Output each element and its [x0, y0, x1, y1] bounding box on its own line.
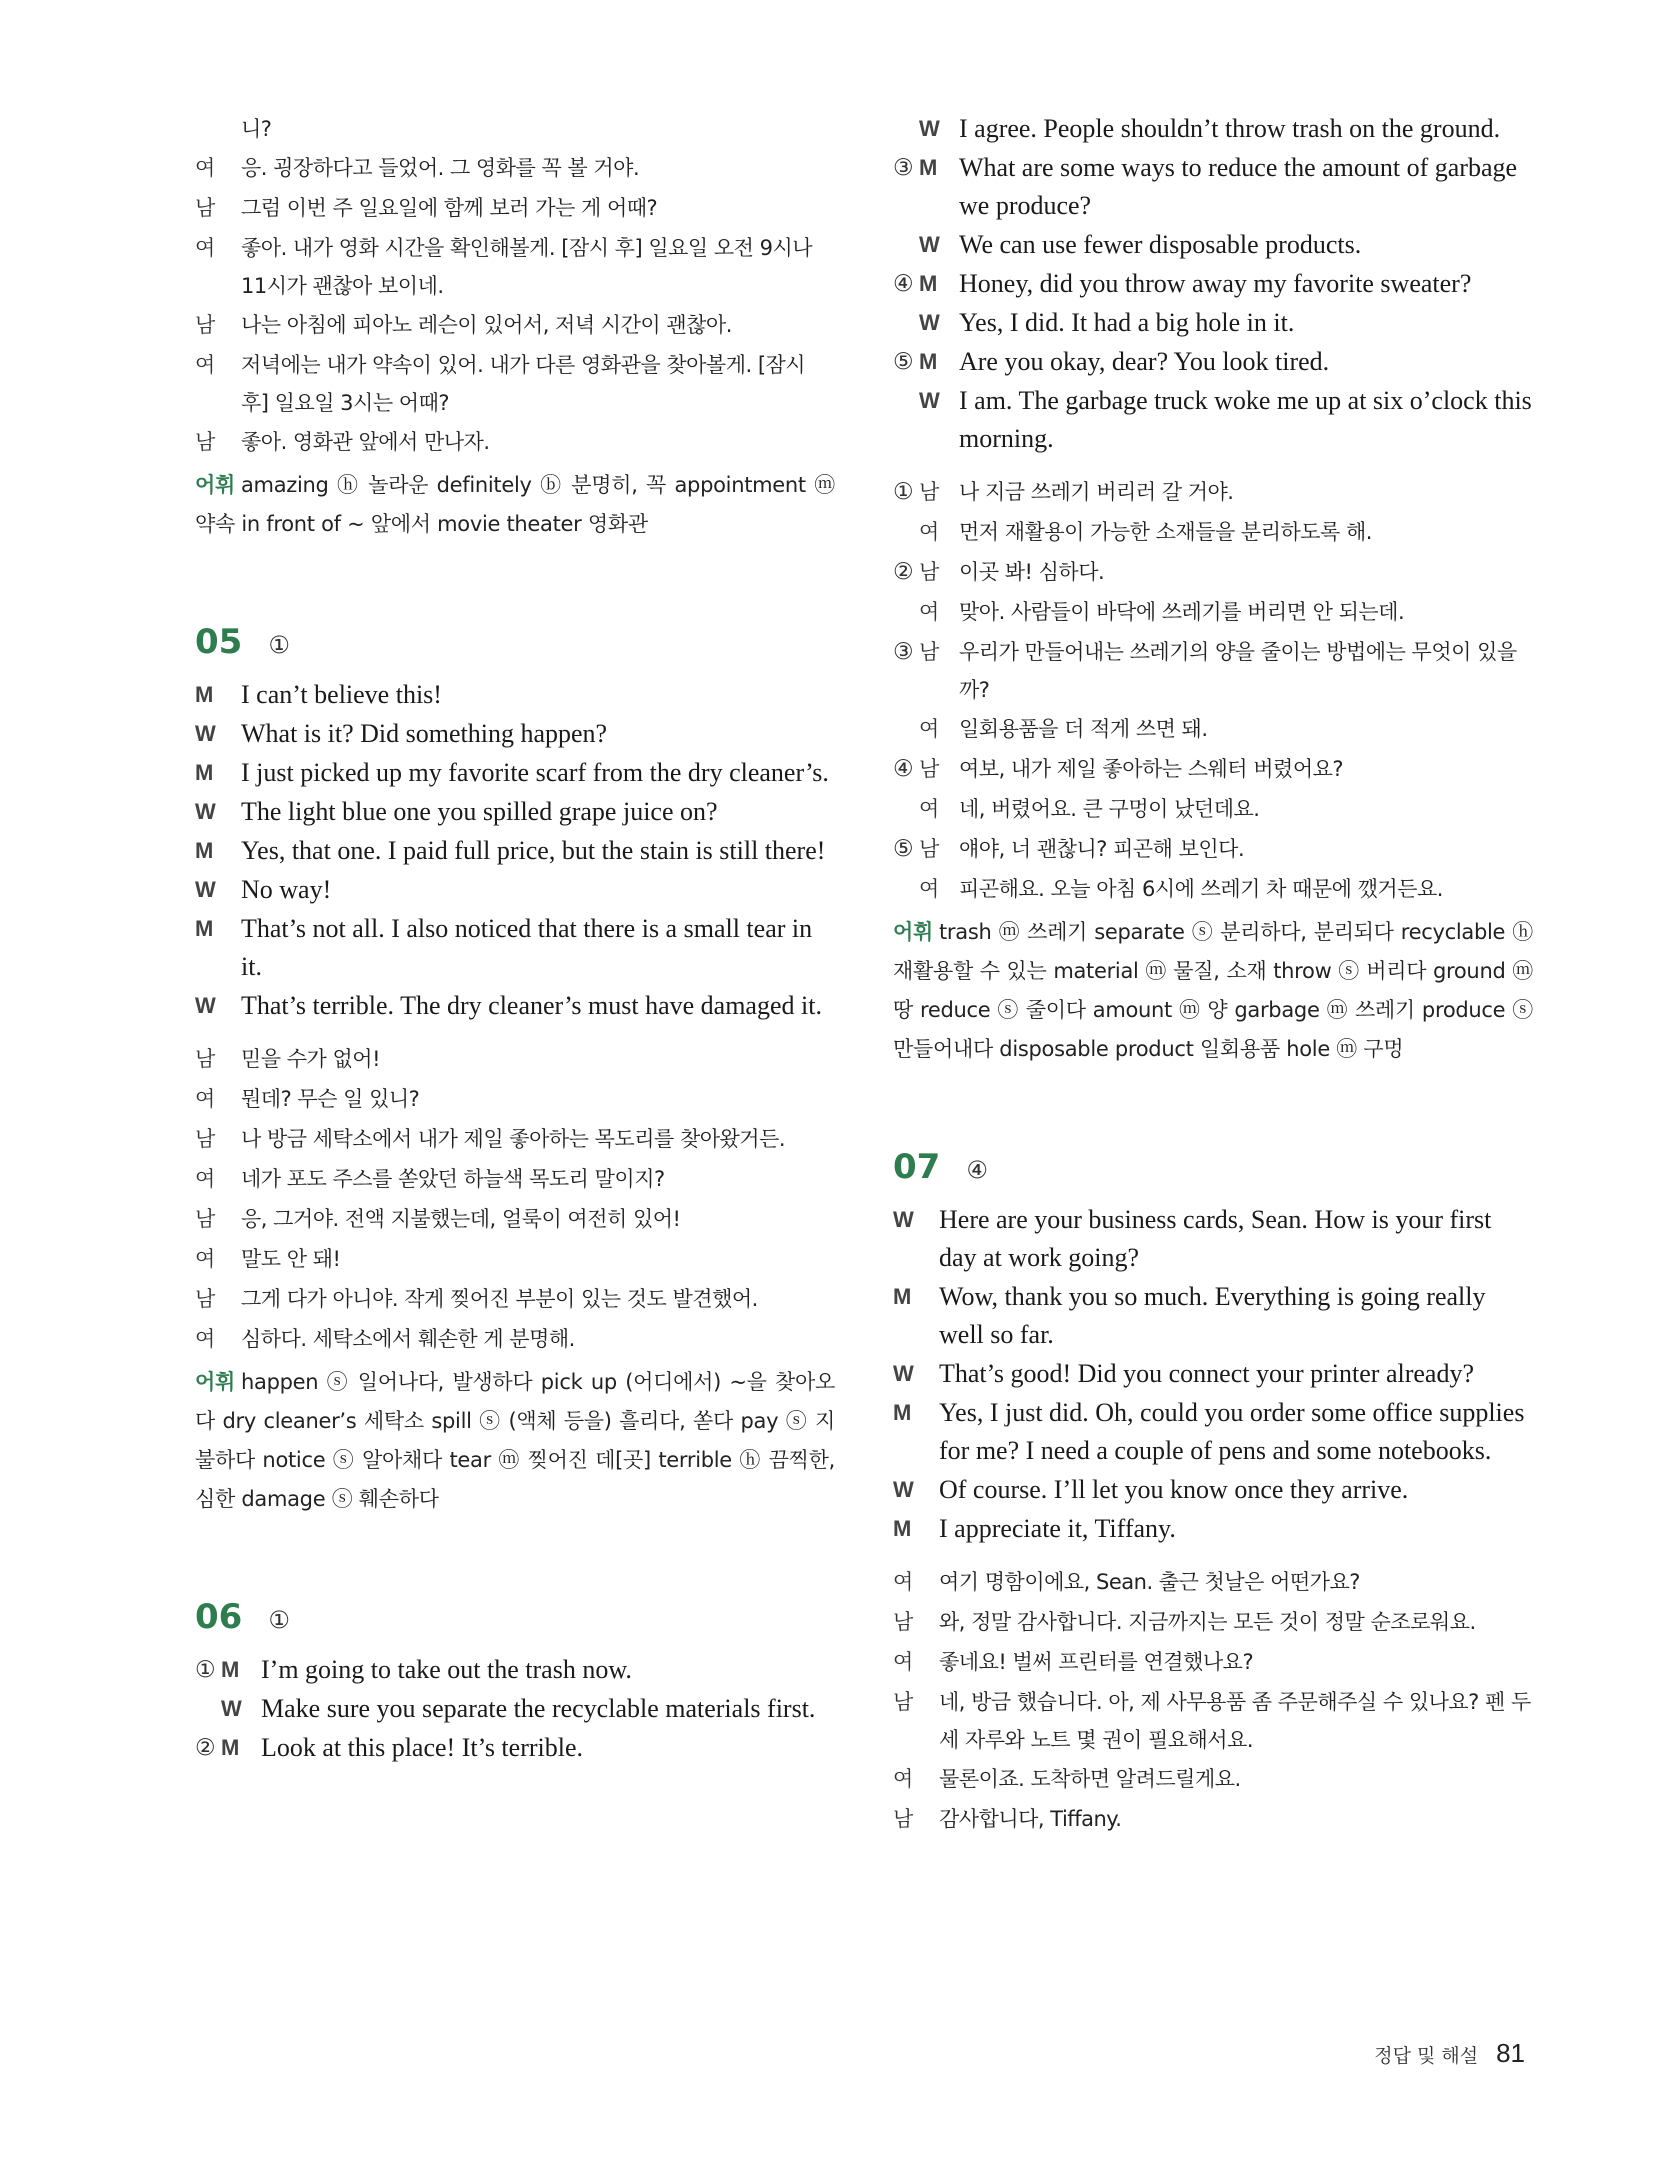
translation-line	[893, 553, 1533, 592]
speaker-label: 남	[919, 480, 940, 504]
dialogue-text: Are you okay, dear? You look tired.	[959, 347, 1330, 376]
translation-line	[195, 189, 835, 228]
translation-line	[893, 473, 1533, 512]
left-column	[195, 110, 835, 1768]
translation-text: 우리가 만들어내는 쓰레기의 양을 줄이는 방법에는 무엇이 있을까?	[959, 640, 1517, 702]
speaker-label: W	[893, 1207, 914, 1232]
speaker-label: 남	[195, 1047, 216, 1071]
translation-line	[195, 1320, 835, 1359]
dialogue-line	[195, 1651, 835, 1689]
translation-line	[195, 1120, 835, 1159]
translation-text: 이곳 봐! 심하다.	[959, 560, 1105, 584]
translation-text: 좋아. 내가 영화 시간을 확인해볼게. [잠시 후] 일요일 오전 9시나 11시가 괜찮아 보이네.	[241, 236, 813, 298]
dialogue-text: Wow, thank you so much. Everything is going really well so far.	[939, 1282, 1486, 1349]
translation-text: 나 지금 쓰레기 버리러 갈 거야.	[959, 480, 1234, 504]
speaker-label: W	[195, 799, 216, 824]
translation-text: 그게 다가 아니야. 작게 찢어진 부분이 있는 것도 발견했어.	[241, 1287, 758, 1311]
speaker-label: M	[893, 1400, 912, 1425]
dialogue-text: Make sure you separate the recyclable materials first.	[261, 1694, 816, 1723]
section-number: 05	[195, 622, 243, 662]
dialogue-english-06-part2	[893, 110, 1533, 458]
item-number: ③	[893, 155, 914, 181]
item-number: ③	[893, 639, 914, 665]
speaker-label: 남	[893, 1690, 914, 1714]
dialogue-line	[195, 832, 835, 870]
footer-label: 정답 및 해설	[1374, 2045, 1479, 2067]
speaker-label: 남	[893, 1807, 914, 1831]
speaker-label: W	[919, 232, 940, 257]
speaker-label: 여	[919, 600, 940, 624]
section-header-07	[893, 1147, 1533, 1187]
dialogue-line	[195, 676, 835, 714]
speaker-label: W	[195, 721, 216, 746]
dialogue-translation-07	[893, 1563, 1533, 1839]
item-number: ②	[195, 1735, 216, 1761]
vocab-box-06	[893, 913, 1533, 1069]
dialogue-translation-06	[893, 473, 1533, 909]
translation-text: 얘야, 너 괜찮니? 피곤해 보인다.	[959, 837, 1245, 861]
translation-line	[893, 750, 1533, 789]
dialogue-translation-04	[195, 110, 835, 462]
translation-line	[893, 1643, 1533, 1682]
translation-text: 네, 방금 했습니다. 아, 제 사무용품 좀 주문해주실 수 있나요? 펜 두세 자루와 노트 몇 권이 필요해서요.	[939, 1690, 1531, 1752]
speaker-label: M	[893, 1284, 912, 1309]
translation-text: 네가 포도 주스를 쏟았던 하늘색 목도리 말이지?	[241, 1167, 665, 1191]
dialogue-line	[893, 304, 1533, 342]
speaker-label: 여	[893, 1767, 914, 1791]
dialogue-line	[195, 754, 835, 792]
speaker-label: 여	[195, 236, 216, 260]
translation-line	[893, 790, 1533, 829]
translation-line	[893, 593, 1533, 632]
translation-line	[893, 513, 1533, 552]
speaker-label: 남	[195, 313, 216, 337]
translation-text: 피곤해요. 오늘 아침 6시에 쓰레기 차 때문에 깼거든요.	[959, 877, 1443, 901]
dialogue-line	[893, 110, 1533, 148]
dialogue-text: We can use fewer disposable products.	[959, 230, 1362, 259]
translation-line	[893, 1800, 1533, 1839]
translation-line	[195, 1040, 835, 1079]
right-column	[893, 110, 1533, 1840]
dialogue-line	[195, 793, 835, 831]
dialogue-text: The light blue one you spilled grape juice on?	[241, 797, 718, 826]
translation-line	[195, 346, 835, 422]
speaker-label: 여	[919, 797, 940, 821]
speaker-label: W	[195, 993, 216, 1018]
translation-text: 맞아. 사람들이 바닥에 쓰레기를 버리면 안 되는데.	[959, 600, 1405, 624]
translation-line	[893, 1603, 1533, 1642]
dialogue-line	[893, 1201, 1533, 1277]
speaker-label: W	[893, 1477, 914, 1502]
speaker-label: W	[195, 877, 216, 902]
dialogue-text: That’s good! Did you connect your printer already?	[939, 1359, 1474, 1388]
dialogue-line	[195, 910, 835, 986]
translation-line	[893, 633, 1533, 709]
section-header-06	[195, 1597, 835, 1637]
speaker-label: 여	[195, 1087, 216, 1111]
speaker-label: W	[919, 388, 940, 413]
speaker-label: 여	[893, 1650, 914, 1674]
translation-text: 저녁에는 내가 약속이 있어. 내가 다른 영화관을 찾아볼게. [잠시 후] 일요일 3시는 어때?	[241, 353, 806, 415]
translation-text: 감사합니다, Tiffany.	[939, 1807, 1122, 1831]
translation-line	[893, 710, 1533, 749]
item-number: ⑤	[893, 349, 914, 375]
speaker-label: 여	[195, 1247, 216, 1271]
speaker-label: M	[221, 1657, 240, 1682]
translation-text: 여기 명함이에요, Sean. 출근 첫날은 어떤가요?	[939, 1570, 1360, 1594]
dialogue-text: Here are your business cards, Sean. How is your first day at work going?	[939, 1205, 1492, 1272]
item-number: ②	[893, 559, 914, 585]
dialogue-line	[893, 1278, 1533, 1354]
item-number: ④	[893, 756, 914, 782]
translation-text: 좋아. 영화관 앞에서 만나자.	[241, 430, 490, 454]
translation-text: 응, 그거야. 전액 지불했는데, 얼룩이 여전히 있어!	[241, 1207, 681, 1231]
dialogue-english-06-part1	[195, 1651, 835, 1767]
dialogue-text: I can’t believe this!	[241, 680, 442, 709]
translation-text: 믿을 수가 없어!	[241, 1047, 380, 1071]
translation-text: 나 방금 세탁소에서 내가 제일 좋아하는 목도리를 찾아왔거든.	[241, 1127, 786, 1151]
translation-line	[893, 1683, 1533, 1759]
dialogue-text: I am. The garbage truck woke me up at six o’clock this morning.	[959, 386, 1532, 453]
section-number: 06	[195, 1597, 243, 1637]
dialogue-line	[893, 226, 1533, 264]
translation-text: 먼저 재활용이 가능한 소재들을 분리하도록 해.	[959, 520, 1372, 544]
vocab-text: trash ⓜ 쓰레기 separate ⓢ 분리하다, 분리되다 recyclable ⓗ 재활용할 수 있는 material ⓜ 물질, 소재 throw ⓢ 버리다 ground ⓜ 땅 reduce ⓢ 줄이다 amount ⓜ 양 garbage ⓜ 쓰레기 produce ⓢ 만들어내다 disposable product 일회용품 hole ⓜ 구멍	[893, 920, 1533, 1061]
speaker-label: 남	[893, 1610, 914, 1634]
speaker-label: 여	[893, 1570, 914, 1594]
speaker-label: 남	[919, 757, 940, 781]
answer-mark: ①	[268, 1606, 290, 1634]
dialogue-text: Honey, did you throw away my favorite sweater?	[959, 269, 1472, 298]
speaker-label: M	[195, 838, 214, 863]
dialogue-text: What is it? Did something happen?	[241, 719, 608, 748]
dialogue-english-05	[195, 676, 835, 1025]
speaker-label: W	[893, 1361, 914, 1386]
translation-line	[195, 423, 835, 462]
translation-line	[195, 1280, 835, 1319]
dialogue-text: Yes, I just did. Oh, could you order some office supplies for me? I need a couple of pens and some notebooks.	[939, 1398, 1525, 1465]
dialogue-text: Of course. I’ll let you know once they arrive.	[939, 1475, 1409, 1504]
speaker-label: 남	[195, 196, 216, 220]
speaker-label: 여	[195, 156, 216, 180]
translation-line	[195, 149, 835, 188]
translation-text: 뭔데? 무슨 일 있니?	[241, 1087, 420, 1111]
translation-line	[195, 1080, 835, 1119]
translation-line	[195, 1200, 835, 1239]
dialogue-english-07	[893, 1201, 1533, 1548]
dialogue-line	[195, 987, 835, 1025]
speaker-label: M	[893, 1516, 912, 1541]
speaker-label: M	[919, 155, 938, 180]
speaker-label: 남	[919, 640, 940, 664]
speaker-label: M	[919, 349, 938, 374]
dialogue-text: That’s terrible. The dry cleaner’s must have damaged it.	[241, 991, 822, 1020]
dialogue-line	[893, 265, 1533, 303]
translation-line	[893, 1760, 1533, 1799]
speaker-label: 남	[919, 560, 940, 584]
translation-text: 일회용품을 더 적게 쓰면 돼.	[959, 717, 1208, 741]
vocab-label: 어휘	[195, 473, 235, 497]
dialogue-line	[893, 343, 1533, 381]
translation-text: 네, 버렸어요. 큰 구멍이 났던데요.	[959, 797, 1260, 821]
dialogue-text: Look at this place! It’s terrible.	[261, 1733, 584, 1762]
translation-line	[195, 1160, 835, 1199]
speaker-label: W	[919, 116, 940, 141]
vocab-label: 어휘	[893, 920, 933, 944]
dialogue-line	[893, 1355, 1533, 1393]
dialogue-text: Yes, I did. It had a big hole in it.	[959, 308, 1295, 337]
speaker-label: 여	[919, 520, 940, 544]
translation-text: 심하다. 세탁소에서 훼손한 게 분명해.	[241, 1327, 575, 1351]
dialogue-line	[195, 871, 835, 909]
speaker-label: M	[195, 760, 214, 785]
dialogue-text: No way!	[241, 875, 332, 904]
item-number: ①	[893, 479, 914, 505]
translation-text: 응. 굉장하다고 들었어. 그 영화를 꼭 볼 거야.	[241, 156, 640, 180]
speaker-label: 여	[195, 1167, 216, 1191]
translation-text: 그럼 이번 주 일요일에 함께 보러 가는 게 어때?	[241, 196, 658, 220]
vocab-box-04	[195, 466, 835, 544]
dialogue-text: What are some ways to reduce the amount of garbage we produce?	[959, 153, 1518, 220]
speaker-label: M	[919, 271, 938, 296]
page-number: 81	[1496, 2038, 1525, 2068]
item-number: ①	[195, 1657, 216, 1683]
speaker-label: 남	[195, 430, 216, 454]
dialogue-text: Yes, that one. I paid full price, but the stain is still there!	[241, 836, 826, 865]
speaker-label: W	[919, 310, 940, 335]
vocab-text: happen ⓢ 일어나다, 발생하다 pick up (어디에서) ~을 찾아오다 dry cleaner’s 세탁소 spill ⓢ (액체 등을) 흘리다, 쏟다 pay ⓢ 지불하다 notice ⓢ 알아채다 tear ⓜ 찢어진 데[곳] terrible ⓗ 끔찍한, 심한 damage ⓢ 훼손하다	[195, 1370, 835, 1511]
dialogue-line	[893, 382, 1533, 458]
dialogue-translation-05	[195, 1040, 835, 1359]
speaker-label: 남	[195, 1127, 216, 1151]
translation-text: 와, 정말 감사합니다. 지금까지는 모든 것이 정말 순조로워요.	[939, 1610, 1476, 1634]
section-header-05	[195, 622, 835, 662]
translation-text: 말도 안 돼!	[241, 1247, 341, 1271]
answer-mark: ①	[268, 631, 290, 659]
translation-line	[195, 110, 835, 148]
speaker-label: 여	[919, 717, 940, 741]
speaker-label: M	[195, 916, 214, 941]
translation-text: 물론이죠. 도착하면 알려드릴게요.	[939, 1767, 1241, 1791]
vocab-box-05	[195, 1363, 835, 1519]
translation-line	[893, 870, 1533, 909]
translation-line	[195, 1240, 835, 1279]
translation-line	[195, 229, 835, 305]
speaker-label: 여	[919, 877, 940, 901]
dialogue-text: I agree. People shouldn’t throw trash on the ground.	[959, 114, 1501, 143]
dialogue-text: I’m going to take out the trash now.	[261, 1655, 632, 1684]
dialogue-line	[195, 1690, 835, 1728]
dialogue-line	[893, 1394, 1533, 1470]
speaker-label: W	[221, 1696, 242, 1721]
translation-text: 여보, 내가 제일 좋아하는 스웨터 버렸어요?	[959, 757, 1344, 781]
dialogue-line	[195, 1729, 835, 1767]
dialogue-line	[893, 1471, 1533, 1509]
translation-text: 나는 아침에 피아노 레슨이 있어서, 저녁 시간이 괜찮아.	[241, 313, 732, 337]
item-number: ⑤	[893, 836, 914, 862]
translation-text: 좋네요! 벌써 프린터를 연결했나요?	[939, 1650, 1254, 1674]
dialogue-text: I appreciate it, Tiffany.	[939, 1514, 1176, 1543]
translation-line	[893, 830, 1533, 869]
translation-text: 니?	[241, 117, 272, 141]
dialogue-line	[893, 1510, 1533, 1548]
answer-mark: ④	[966, 1156, 988, 1184]
translation-line	[195, 306, 835, 345]
dialogue-line	[195, 715, 835, 753]
page-footer	[1374, 2038, 1525, 2069]
speaker-label: M	[221, 1735, 240, 1760]
speaker-label: 남	[195, 1287, 216, 1311]
translation-line	[893, 1563, 1533, 1602]
speaker-label: 여	[195, 353, 216, 377]
speaker-label: 남	[919, 837, 940, 861]
section-number: 07	[893, 1147, 941, 1187]
item-number: ④	[893, 271, 914, 297]
speaker-label: M	[195, 682, 214, 707]
vocab-text: amazing ⓗ 놀라운 definitely ⓑ 분명히, 꼭 appointment ⓜ 약속 in front of ~ 앞에서 movie theater 영화관	[195, 473, 835, 536]
dialogue-line	[893, 149, 1533, 225]
vocab-label: 어휘	[195, 1370, 235, 1394]
speaker-label: 남	[195, 1207, 216, 1231]
dialogue-text: That’s not all. I also noticed that there is a small tear in it.	[241, 914, 813, 981]
speaker-label: 여	[195, 1327, 216, 1351]
dialogue-text: I just picked up my favorite scarf from the dry cleaner’s.	[241, 758, 829, 787]
